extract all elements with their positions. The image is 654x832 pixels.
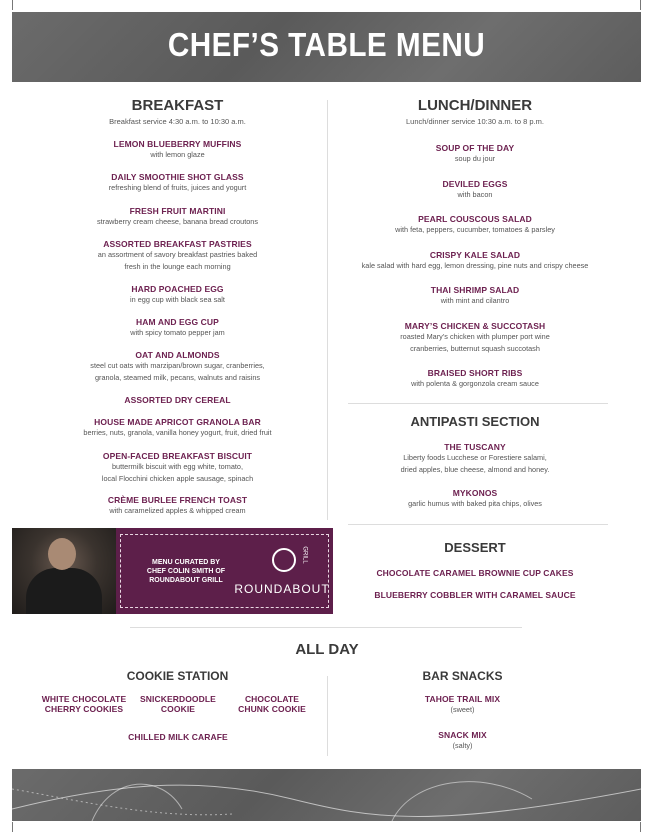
roundabout-logo [234,544,330,598]
breakfast-section [40,97,315,126]
cookie-title: COOKIE STATION [126,669,229,683]
dessert-title: DESSERT [444,540,506,555]
dessert-section [340,540,610,555]
menu-item [124,694,232,714]
item-desc: in egg cup with black sea salt [130,295,225,304]
item-name: CHUNK COOKIE [238,704,306,714]
section-divider [348,403,608,404]
section-divider [130,627,522,628]
item-desc: with mint and cilantro [440,296,510,305]
decorative-swirl [12,769,641,821]
item-name: OAT AND ALMONDS [135,350,220,360]
menu-item [40,495,315,517]
crop-mark [640,822,641,832]
menu-item [30,694,138,714]
menu-item [340,285,610,307]
crop-mark [640,0,641,10]
item-desc: garlic humus with baked pita chips, olives [408,499,542,508]
item-desc: buttermilk biscuit with egg white, tomato, [112,462,243,471]
item-desc: granola, steamed milk, pecans, walnuts and raisins [94,373,261,382]
logo-grill-text: GRILL [301,546,308,564]
item-desc: an assortment of savory breakfast pastries baked [97,250,258,259]
item-name: BRAISED SHORT RIBS [427,368,523,378]
curated-line: ROUNDABOUT GRILL [149,577,223,584]
lunch-section [340,97,610,126]
menu-item [360,694,565,716]
menu-item [40,139,315,161]
column-divider [327,100,328,520]
menu-item [340,214,610,236]
antipasti-title: ANTIPASTI SECTION [410,414,540,429]
promo-panel [116,528,333,614]
item-desc: Liberty foods Lucchese or Forestiere salami, [403,453,547,462]
item-desc: with polenta & gorgonzola cream sauce [411,379,539,388]
item-name: CHOCOLATE [244,694,300,704]
antipasti-section [340,414,610,429]
allday-title: ALL DAY [295,641,359,658]
item-name: BLUEBERRY COBBLER WITH CARAMEL SAUCE [374,590,576,600]
menu-item [40,451,315,485]
crop-mark [12,0,13,10]
item-name: CRISPY KALE SALAD [429,250,521,260]
item-desc: soup du jour [454,154,496,163]
menu-item [340,179,610,201]
item-desc: (salty) [452,741,473,750]
item-name: ASSORTED BREAKFAST PASTRIES [103,239,252,249]
menu-item [218,694,326,714]
menu-item [40,206,315,228]
item-name: CHERRY COOKIES [44,704,124,714]
lunch-hours: Lunch/dinner service 10:30 a.m. to 8 p.m. [406,117,544,126]
item-name: DEVILED EGGS [442,179,508,189]
menu-item [40,317,315,339]
item-desc: with bacon [457,190,493,199]
menu-item [40,350,315,384]
chef-figure [48,538,76,570]
menu-item [340,321,610,355]
breakfast-title: BREAKFAST [131,97,224,114]
menu-item [340,368,610,390]
item-name: FRESH FRUIT MARTINI [129,206,226,216]
item-desc: with caramelized apples & whipped cream [109,506,246,515]
item-desc: with lemon glaze [150,150,205,159]
item-name: DAILY SMOOTHIE SHOT GLASS [111,172,244,182]
chef-figure [26,568,102,614]
bar-title: BAR SNACKS [422,669,503,683]
menu-item [104,732,252,742]
item-desc: dried apples, blue cheese, almond and honey. [400,465,550,474]
item-desc: steel cut oats with marzipan/brown sugar, cranberries, [90,361,265,370]
crop-mark [12,822,13,832]
item-desc: berries, nuts, granola, vanilla honey yogurt, fruit, dried fruit [83,428,272,437]
column-divider [327,676,328,756]
logo-text: ROUNDABOUT [234,582,330,596]
menu-item [340,442,610,476]
header-banner [12,12,641,82]
curated-text [138,558,234,585]
menu-item [340,568,610,578]
item-name: MARY’S CHICKEN & SUCCOTASH [404,321,546,331]
item-name: HARD POACHED EGG [131,284,224,294]
item-desc: kale salad with hard egg, lemon dressing, pine nuts and crispy cheese [361,261,589,270]
allday-section [227,641,427,658]
item-desc: (sweet) [450,705,475,714]
menu-item [340,143,610,165]
item-name: HAM AND EGG CUP [136,317,219,327]
menu-item [40,239,315,273]
curated-line: MENU CURATED BY [152,559,220,566]
section-divider [348,524,608,525]
item-desc: fresh in the lounge each morning [124,262,231,271]
item-name: MYKONOS [452,488,498,498]
footer-banner [12,769,641,821]
breakfast-hours: Breakfast service 4:30 a.m. to 10:30 a.m. [109,117,246,126]
item-desc: roasted Mary’s chicken with plumper port wine [400,332,550,341]
item-desc: cranberries, butternut squash succotash [410,344,540,353]
menu-item [40,395,315,405]
item-name: LEMON BLUEBERRY MUFFINS [113,139,242,149]
menu-item [340,250,610,272]
item-name: CHILLED MILK CARAFE [128,732,228,742]
menu-item [340,590,610,600]
lunch-title: LUNCH/DINNER [417,97,533,114]
item-name: PEARL COUSCOUS SALAD [418,214,532,224]
item-name: SOUP OF THE DAY [435,143,515,153]
menu-item [40,284,315,306]
item-name: SNICKERDOODLE [140,694,216,704]
item-name: HOUSE MADE APRICOT GRANOLA BAR [94,417,261,427]
circle-arrow-icon [272,548,296,572]
item-name: SNACK MIX [438,730,487,740]
item-name: CHOCOLATE CARAMEL BROWNIE CUP CAKES [376,568,574,578]
menu-item [360,730,565,752]
item-name: TAHOE TRAIL MIX [424,694,501,704]
page-title: CHEF’S TABLE MENU [167,26,486,63]
cookie-station [40,669,315,683]
menu-item [40,417,315,439]
item-name: COOKIE [160,704,196,714]
item-name: OPEN-FACED BREAKFAST BISCUIT [102,451,253,461]
item-desc: with spicy tomato pepper jam [130,328,225,337]
curated-line: CHEF COLIN SMITH OF [146,568,226,575]
item-name: THAI SHRIMP SALAD [430,285,520,295]
chef-photo [12,528,116,614]
menu-item [340,488,610,510]
bar-snacks [360,669,565,683]
item-desc: with feta, peppers, cucumber, tomatoes & parsley [395,225,555,234]
menu-item [40,172,315,194]
item-name: CRÈME BURLEE FRENCH TOAST [107,495,248,505]
item-name: THE TUSCANY [444,442,506,452]
item-name: WHITE CHOCOLATE [41,694,127,704]
item-desc: strawberry cream cheese, banana bread croutons [96,217,259,226]
item-desc: local Flocchini chicken apple sausage, spinach [101,474,254,483]
item-desc: refreshing blend of fruits, juices and yogurt [108,183,247,192]
item-name: ASSORTED DRY CEREAL [124,395,231,405]
